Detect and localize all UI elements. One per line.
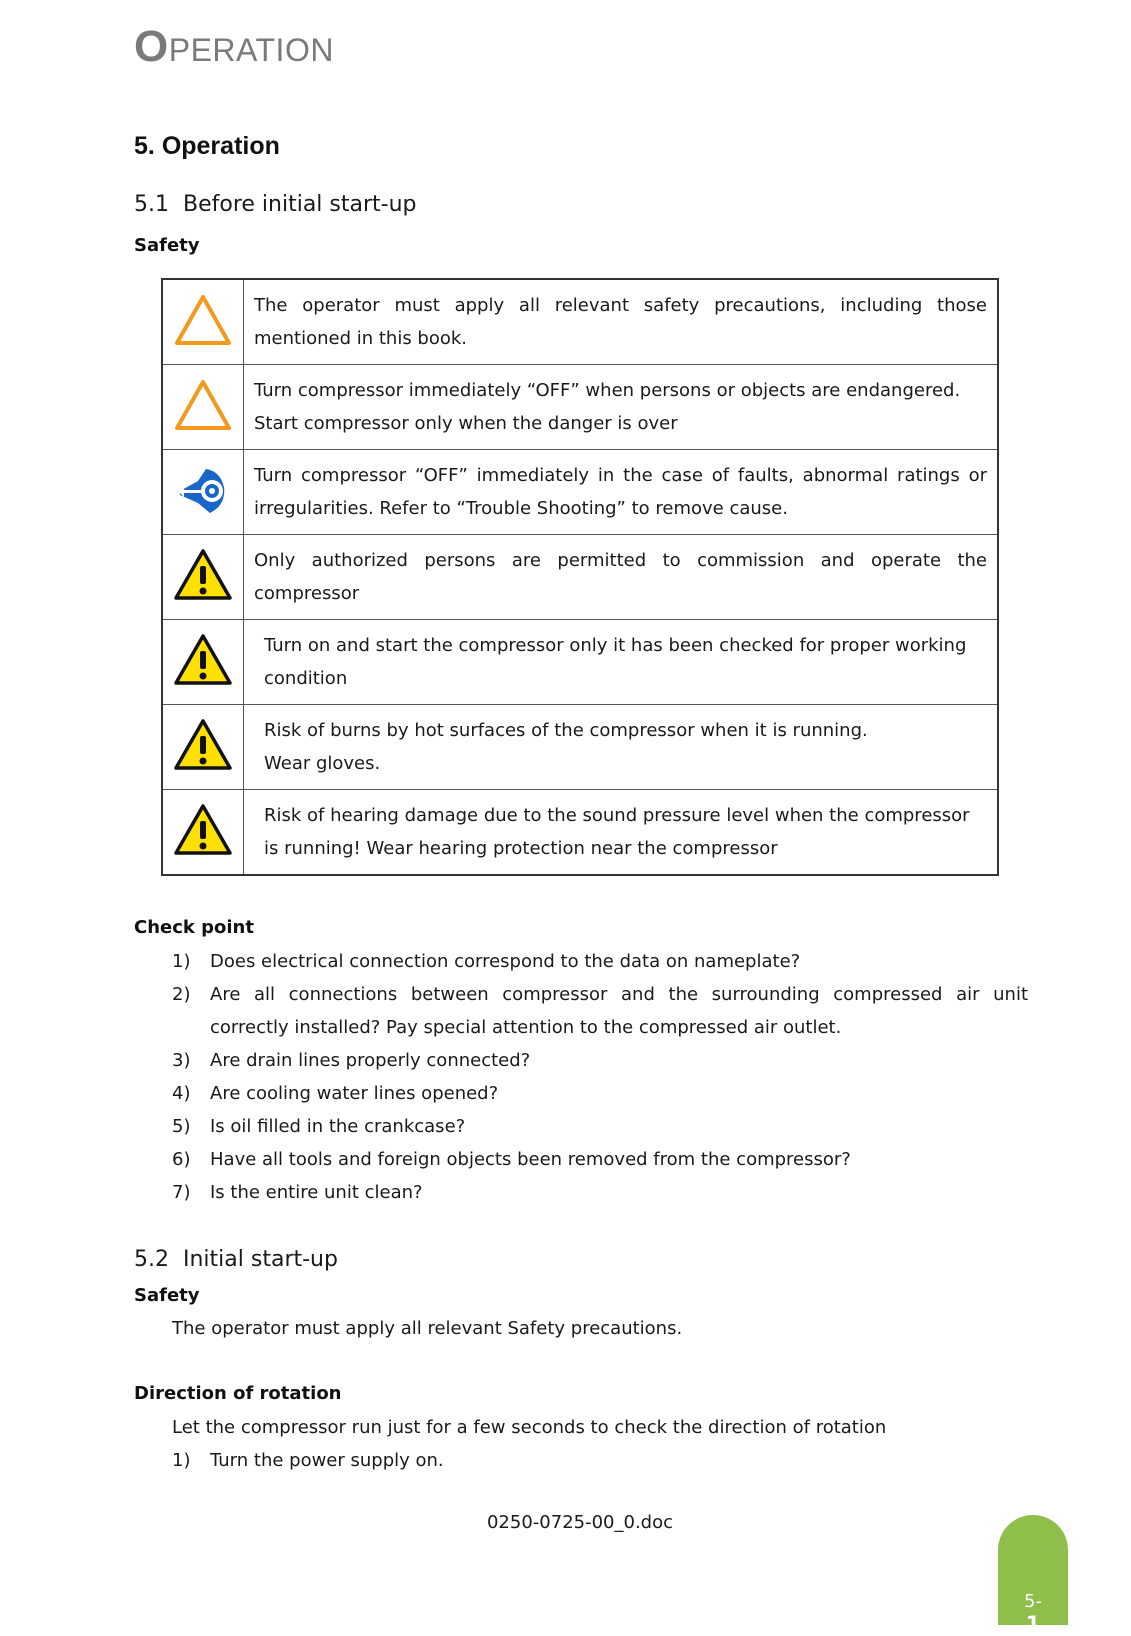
- safety-paragraph: The operator must apply all relevant Safety precautions.: [172, 1318, 683, 1339]
- warning-triangle-icon: [162, 620, 244, 705]
- safety-row: [162, 279, 998, 365]
- list-item: 1) Does electrical connection correspond to the data on nameplate?: [172, 951, 801, 972]
- safety-text: Risk of hearing damage due to the sound pressure level when the compressor is running! Wear hearing protection near the compressor: [244, 790, 999, 876]
- subsection-5-2-heading: [134, 1247, 338, 1272]
- rotation-label: Direction of rotation: [134, 1383, 342, 1404]
- running-header: OPERATION: [134, 22, 334, 71]
- list-item: 5) Is oil filled in the crankcase?: [172, 1116, 466, 1137]
- list-item: 6) Have all tools and foreign objects been removed from the compressor?: [172, 1149, 851, 1170]
- page-number-tab: [998, 1515, 1068, 1636]
- safety-row: [162, 365, 998, 450]
- rotation-paragraph: Let the compressor run just for a few seconds to check the direction of rotation: [172, 1417, 887, 1438]
- safety-text: The operator must apply all relevant safety precautions, including those mentioned in this book.: [254, 295, 987, 349]
- safety-label: Safety: [134, 235, 200, 256]
- list-item: 3) Are drain lines properly connected?: [172, 1050, 531, 1071]
- list-item: 4) Are cooling water lines opened?: [172, 1083, 499, 1104]
- subsection-title: Initial start-up: [183, 1247, 338, 1272]
- section-number: 5.: [134, 132, 155, 160]
- caution-triangle-icon: [162, 279, 244, 365]
- warning-triangle-icon: [162, 705, 244, 790]
- warning-triangle-icon: [162, 790, 244, 876]
- safety-table: [161, 278, 999, 876]
- caution-triangle-icon: [162, 365, 244, 450]
- safety-row: [162, 450, 998, 535]
- section-heading: [134, 132, 280, 161]
- safety-label: Safety: [134, 1285, 200, 1306]
- safety-row: [162, 705, 998, 790]
- safety-text: Turn on and start the compressor only it has been checked for proper working condition: [244, 620, 999, 705]
- checkpoint-list: [172, 945, 1028, 1209]
- section-title: Operation: [161, 132, 280, 160]
- list-item: 1) Turn the power supply on.: [172, 1450, 444, 1471]
- safety-text: Only authorized persons are permitted to commission and operate the compressor: [244, 535, 999, 620]
- page-prefix: 5-: [1024, 1591, 1042, 1612]
- safety-row: [162, 790, 998, 876]
- safety-row: [162, 535, 998, 620]
- safety-text: Turn compressor “OFF” immediately in the case of faults, abnormal ratings or irregularities. Refer to “Trouble Shooting” to remove cause.: [244, 450, 999, 535]
- footer-doc-id: 0250-0725-00_0.doc: [486, 1512, 674, 1533]
- rotation-steps: [172, 1444, 1028, 1477]
- subsection-5-1-heading: [134, 192, 417, 217]
- page-number: 1: [1025, 1612, 1041, 1636]
- subsection-number: 5.2: [134, 1247, 169, 1272]
- safety-row: [162, 620, 998, 705]
- subsection-number: 5.1: [134, 192, 169, 217]
- subsection-title: Before initial start-up: [183, 192, 417, 217]
- list-item: 7) Is the entire unit clean?: [172, 1182, 423, 1203]
- safety-text: Risk of burns by hot surfaces of the compressor when it is running. Wear gloves.: [244, 705, 999, 790]
- list-item: 2) Are all connections between compressor and the surrounding compressed air unit correctly installed? Pay special attention to the compressed air outlet.: [172, 984, 1028, 1038]
- consult-manual-icon: [162, 450, 244, 535]
- checkpoint-label: Check point: [134, 917, 254, 938]
- safety-text: Turn compressor immediately “OFF” when persons or objects are endangered. Start compressor only when the danger is over: [244, 365, 999, 450]
- warning-triangle-icon: [162, 535, 244, 620]
